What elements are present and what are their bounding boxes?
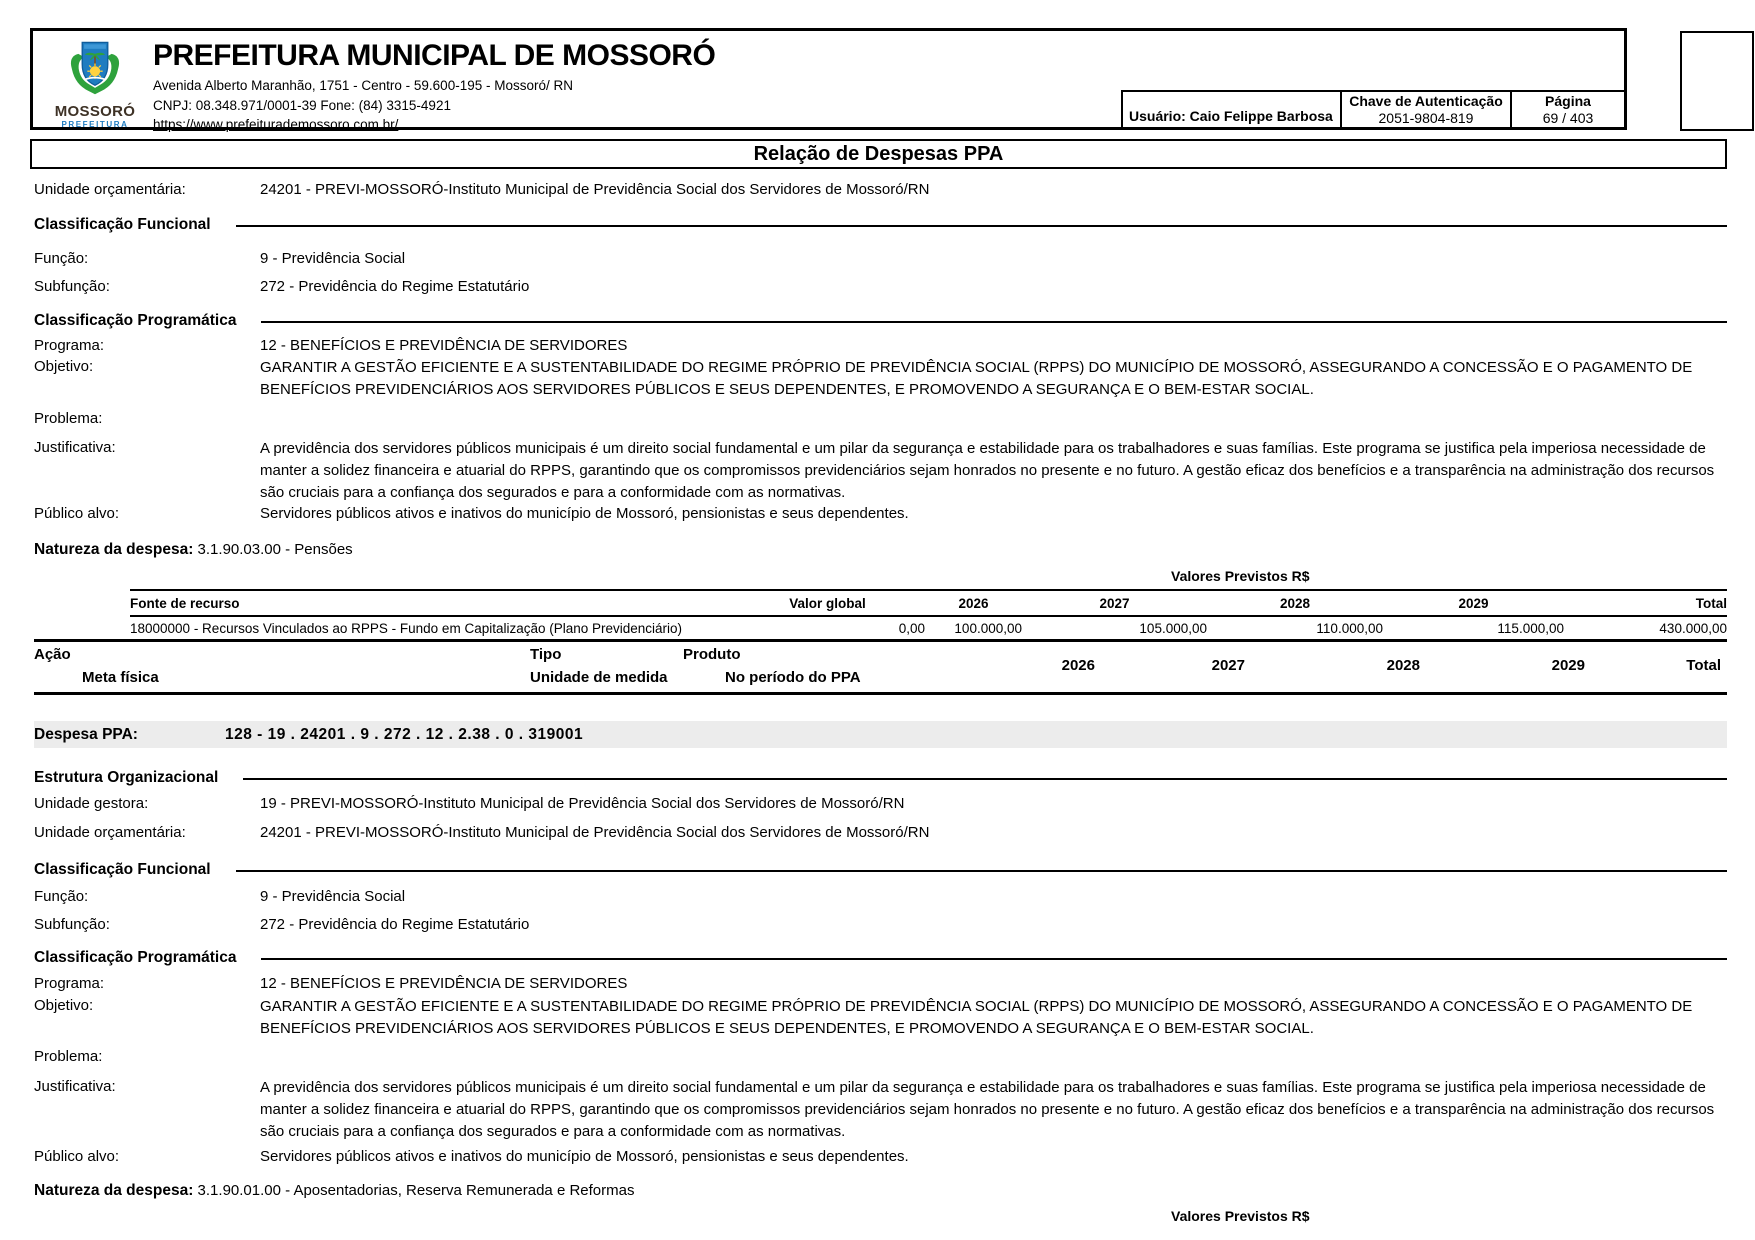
field-subfuncao xyxy=(34,915,1727,935)
section-rule xyxy=(236,870,1727,872)
col-fonte-recurso: Fonte de recurso xyxy=(130,590,730,616)
field-label: Unidade orçamentária: xyxy=(34,824,186,841)
mossoro-crest-icon xyxy=(63,37,127,99)
field-objetivo xyxy=(34,357,1727,401)
section-title: Classificação Programática xyxy=(34,312,237,329)
divider-thick xyxy=(34,692,1727,695)
field-label: Objetivo: xyxy=(34,358,94,375)
acao-col-2029: 2029 xyxy=(1551,657,1585,674)
valores-previstos-label: Valores Previstos R$ xyxy=(1171,1208,1310,1224)
fonte-recurso-table xyxy=(130,589,1727,639)
auth-key-cell xyxy=(1342,92,1512,127)
table-row xyxy=(130,616,1727,639)
field-justificativa xyxy=(34,1077,1727,1143)
page-cell xyxy=(1512,92,1624,127)
field-value: 24201 - PREVI-MOSSORÓ-Instituto Municipal de Previdência Social dos Servidores de Mossoró/RN xyxy=(260,181,930,198)
field-programa xyxy=(34,336,1727,356)
acao-col-2026: 2026 xyxy=(1061,657,1095,674)
field-label: Subfunção: xyxy=(34,916,110,933)
field-natureza-despesa xyxy=(34,1181,1727,1201)
acao-label: Ação xyxy=(34,646,71,663)
org-name: PREFEITURA MUNICIPAL DE MOSSORÓ xyxy=(153,39,716,72)
section-estrutura-organizacional xyxy=(34,768,1727,788)
despesa-ppa-code: 128 - 19 . 24201 . 9 . 272 . 12 . 2.38 . 0 . 319001 xyxy=(225,725,584,743)
field-label: Unidade gestora: xyxy=(34,795,149,812)
acao-col-2028: 2028 xyxy=(1386,657,1420,674)
produto-label: Produto xyxy=(683,646,741,663)
auth-key-value: 2051-9804-819 xyxy=(1378,110,1474,126)
cell-total: 430.000,00 xyxy=(1659,621,1727,636)
field-natureza-despesa xyxy=(34,540,1727,560)
field-value: A previdência dos servidores públicos municipais é um direito social fundamental e um pilar da segurança e estabilidade para os trabalhadores e suas famílias. Este programa se justifica pela imperiosa necessidade de manter a solidez financeira e atuarial do RPPS, garantindo que os compromissos previdenciários sejam honrados no presente e no futuro. A gestão eficaz dos benefícios e a transparência na administração dos recursos são cruciais para a confiança dos segurados e para a conformidade com as normativas. xyxy=(260,440,1715,501)
field-funcao xyxy=(34,249,1727,269)
col-valor-global: Valor global xyxy=(730,590,925,616)
section-rule xyxy=(261,321,1727,323)
section-rule xyxy=(261,958,1727,960)
field-value: 272 - Previdência do Regime Estatutário xyxy=(260,278,530,295)
report-body xyxy=(34,172,1727,1225)
section-title: Estrutura Organizacional xyxy=(34,769,219,786)
field-label: Justificativa: xyxy=(34,1078,116,1095)
field-value: Servidores públicos ativos e inativos do município de Mossoró, pensionistas e seus dependentes. xyxy=(260,1148,909,1165)
cell-valor-global: 0,00 xyxy=(898,621,925,636)
section-classificacao-programatica xyxy=(34,311,1727,331)
field-label: Problema: xyxy=(34,410,103,427)
acao-header-block xyxy=(34,642,1727,692)
section-classificacao-programatica xyxy=(34,948,1727,968)
section-rule xyxy=(243,778,1727,780)
field-label: Natureza da despesa: xyxy=(34,1182,194,1199)
field-publico-alvo xyxy=(34,504,1727,524)
field-subfuncao xyxy=(34,277,1727,297)
field-label: Unidade orçamentária: xyxy=(34,181,186,198)
logo-sub-text: PREFEITURA xyxy=(61,120,129,129)
cell-2026: 100.000,00 xyxy=(954,621,1022,636)
field-unidade-orcamentaria xyxy=(34,180,1727,200)
page-number: 69 / 403 xyxy=(1542,110,1594,126)
field-problema xyxy=(34,1047,1727,1067)
org-address: Avenida Alberto Maranhão, 1751 - Centro - 59.600-195 - Mossoró/ RN xyxy=(153,78,573,93)
field-label: Programa: xyxy=(34,975,105,992)
cell-fonte: 18000000 - Recursos Vinculados ao RPPS - Fundo em Capitalização (Plano Previdenciário) xyxy=(130,621,683,636)
col-2029: 2029 xyxy=(1383,590,1564,616)
cell-2027: 105.000,00 xyxy=(1139,621,1207,636)
col-total: Total xyxy=(1564,590,1727,616)
field-label: Programa: xyxy=(34,337,105,354)
field-unidade-gestora xyxy=(34,794,1727,814)
field-value: 9 - Previdência Social xyxy=(260,250,406,267)
org-website-link[interactable]: https://www.prefeiturademossoro.com.br/ xyxy=(153,117,399,132)
no-periodo-ppa-label: No período do PPA xyxy=(725,669,861,686)
field-label: Público alvo: xyxy=(34,1148,120,1165)
field-label: Função: xyxy=(34,888,89,905)
field-funcao xyxy=(34,887,1727,907)
field-programa xyxy=(34,974,1727,994)
section-classificacao-funcional xyxy=(34,215,1727,235)
field-value: 24201 - PREVI-MOSSORÓ-Instituto Municipal de Previdência Social dos Servidores de Mossoró/RN xyxy=(260,824,930,841)
field-value: A previdência dos servidores públicos municipais é um direito social fundamental e um pilar da segurança e estabilidade para os trabalhadores e suas famílias. Este programa se justifica pela imperiosa necessidade de manter a solidez financeira e atuarial do RPPS, garantindo que os compromissos previdenciários sejam honrados no presente e no futuro. A gestão eficaz dos benefícios e a transparência na administração dos recursos são cruciais para a confiança dos segurados e para a conformidade com as normativas. xyxy=(260,1079,1715,1140)
header-meta-table xyxy=(1121,90,1624,127)
field-label: Subfunção: xyxy=(34,278,110,295)
field-label: Público alvo: xyxy=(34,505,120,522)
section-title: Classificação Programática xyxy=(34,949,237,966)
city-logo xyxy=(43,37,147,129)
table-header-row xyxy=(130,590,1727,616)
field-label: Natureza da despesa: xyxy=(34,541,194,558)
header-box xyxy=(30,28,1627,130)
field-value: 12 - BENEFÍCIOS E PREVIDÊNCIA DE SERVIDORES xyxy=(260,975,628,992)
cell-2028: 110.000,00 xyxy=(1316,621,1383,636)
field-objetivo xyxy=(34,996,1727,1040)
section-title: Classificação Funcional xyxy=(34,861,211,878)
unidade-medida-label: Unidade de medida xyxy=(530,669,668,686)
field-value: Servidores públicos ativos e inativos do município de Mossoró, pensionistas e seus dependentes. xyxy=(260,505,909,522)
section-title: Classificação Funcional xyxy=(34,216,211,233)
tipo-label: Tipo xyxy=(530,646,562,663)
despesa-ppa-bar xyxy=(34,721,1727,748)
col-2026: 2026 xyxy=(925,590,1022,616)
org-cnpj-phone: CNPJ: 08.348.971/0001-39 Fone: (84) 3315-4921 xyxy=(153,98,451,113)
logo-city-text: MOSSORÓ xyxy=(54,103,136,120)
user-label: Usuário: Caio Felippe Barbosa xyxy=(1129,108,1333,124)
field-value: GARANTIR A GESTÃO EFICIENTE E A SUSTENTABILIDADE DO REGIME PRÓPRIO DE PREVIDÊNCIA SOCIAL (RPPS) DO MUNICÍPIO DE MOSSORÓ, ASSEGURANDO A CONCESSÃO E O PAGAMENTO DE BENEFÍCIOS PREVIDENCIÁRIOS AOS SERVIDORES PÚBLICOS E SEUS DEPENDENTES, E PROMOVENDO A SEGURANÇA E O BEM-ESTAR SOCIAL. xyxy=(260,998,1693,1037)
field-value xyxy=(260,409,1727,429)
auth-key-label: Chave de Autenticação xyxy=(1349,93,1503,109)
field-value: 3.1.90.03.00 - Pensões xyxy=(197,541,353,558)
field-label: Função: xyxy=(34,250,89,267)
cell-2029: 115.000,00 xyxy=(1497,621,1564,636)
field-label: Problema: xyxy=(34,1048,103,1065)
field-value: 19 - PREVI-MOSSORÓ-Instituto Municipal de Previdência Social dos Servidores de Mossoró/RN xyxy=(260,795,905,812)
user-cell xyxy=(1123,92,1342,127)
field-value: 12 - BENEFÍCIOS E PREVIDÊNCIA DE SERVIDORES xyxy=(260,337,628,354)
field-label: Objetivo: xyxy=(34,997,94,1014)
meta-fisica-label: Meta física xyxy=(82,669,159,686)
report-title: Relação de Despesas PPA xyxy=(30,139,1727,169)
org-info xyxy=(153,39,715,134)
field-publico-alvo xyxy=(34,1147,1727,1167)
page-label: Página xyxy=(1545,93,1591,109)
field-unidade-orcamentaria xyxy=(34,823,1727,843)
field-value xyxy=(260,1047,1727,1067)
col-2027: 2027 xyxy=(1022,590,1207,616)
despesa-ppa-label: Despesa PPA: xyxy=(34,725,138,743)
field-value: GARANTIR A GESTÃO EFICIENTE E A SUSTENTABILIDADE DO REGIME PRÓPRIO DE PREVIDÊNCIA SOCIAL (RPPS) DO MUNICÍPIO DE MOSSORÓ, ASSEGURANDO A CONCESSÃO E O PAGAMENTO DE BENEFÍCIOS PREVIDENCIÁRIOS AOS SERVIDORES PÚBLICOS E SEUS DEPENDENTES, E PROMOVENDO A SEGURANÇA E O BEM-ESTAR SOCIAL. xyxy=(260,359,1693,398)
field-value: 9 - Previdência Social xyxy=(260,888,406,905)
section-rule xyxy=(236,225,1727,227)
header-side-box xyxy=(1680,31,1754,131)
field-justificativa xyxy=(34,438,1727,504)
col-2028: 2028 xyxy=(1207,590,1383,616)
valores-previstos-label: Valores Previstos R$ xyxy=(1171,568,1310,584)
field-value: 272 - Previdência do Regime Estatutário xyxy=(260,916,530,933)
acao-col-2027: 2027 xyxy=(1211,657,1245,674)
field-value: 3.1.90.01.00 - Aposentadorias, Reserva Remunerada e Reformas xyxy=(197,1182,635,1199)
acao-col-total: Total xyxy=(1686,657,1721,674)
section-classificacao-funcional xyxy=(34,860,1727,880)
field-label: Justificativa: xyxy=(34,439,116,456)
field-problema xyxy=(34,409,1727,429)
